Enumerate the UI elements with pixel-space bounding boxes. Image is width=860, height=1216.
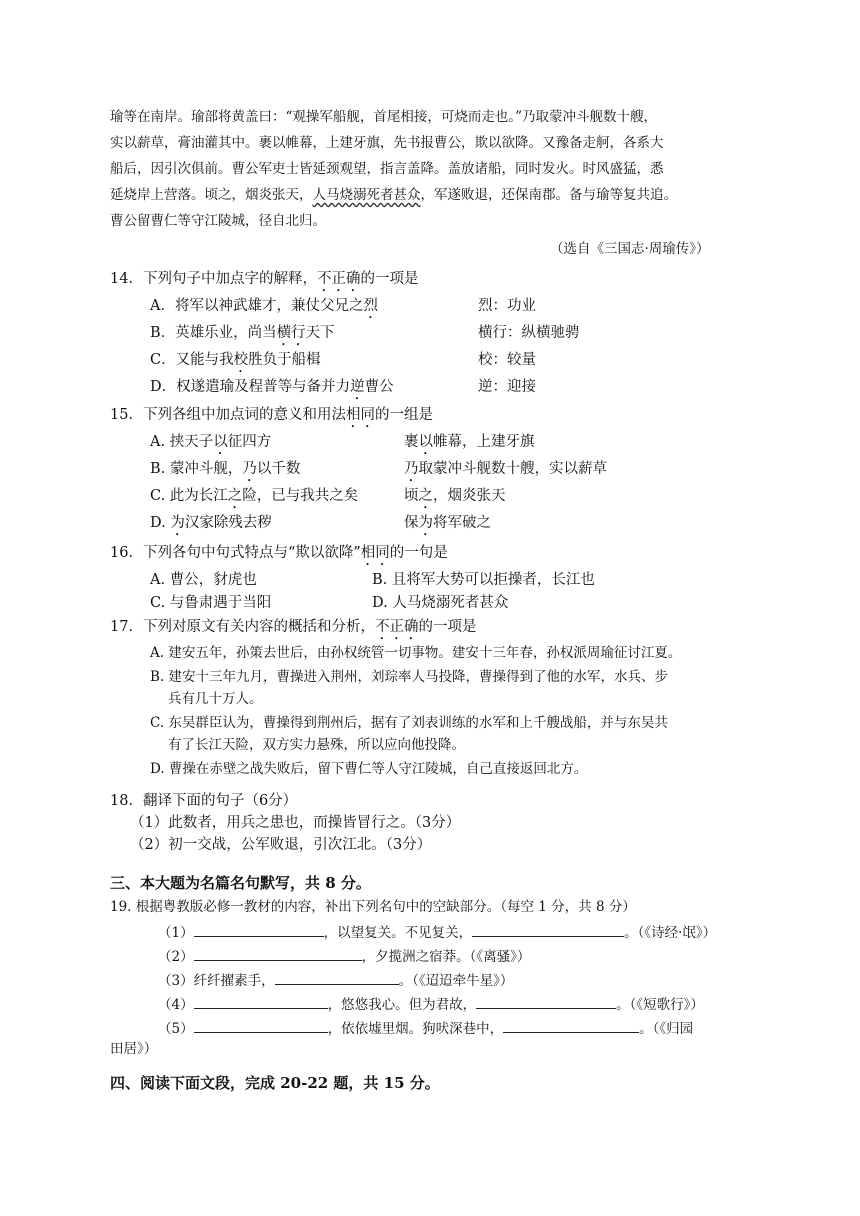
passage-line bbox=[110, 186, 677, 204]
option-text: B．英雄乐业，尚当 bbox=[150, 325, 277, 341]
blank-line bbox=[194, 994, 328, 1009]
sentence-2: （2）初一交战，公军败退，引次江北。（3分） bbox=[130, 837, 432, 853]
option-b: B. 且将军大势可以拒操者，长江也 bbox=[372, 572, 595, 588]
item-text: ，以望复关。不见复关， bbox=[323, 925, 473, 941]
question-stem bbox=[110, 618, 476, 643]
blank-line bbox=[194, 946, 362, 961]
item-text: ，悠悠我心。但为君故， bbox=[327, 997, 477, 1013]
fill-item-1 bbox=[158, 922, 716, 942]
passage-line: 瑜等在南岸。瑜部将黄盖曰：“观操军船舰，首尾相接，可烧而走也。”乃取蒙冲斗舰数十艘， bbox=[110, 109, 658, 125]
dotted-word: 之 bbox=[418, 488, 433, 504]
option-a: A. 曹公，豺虎也 bbox=[150, 572, 257, 588]
passage-source: （选自《三国志·周瑜传》） bbox=[550, 241, 710, 257]
option-c: C. 与鲁肃遇于当阳 bbox=[150, 595, 272, 611]
option-text: 帷幕，上建牙旗 bbox=[433, 434, 535, 450]
fill-item-4 bbox=[158, 994, 704, 1014]
section-title: 三、本大题为名篇名句默写，共 8 分。 bbox=[110, 874, 371, 892]
option-text: 裹 bbox=[404, 434, 419, 450]
stem-text: 17．下列对原文有关内容的概括和分析， bbox=[110, 619, 375, 635]
option-text: 险，已与我共之矣 bbox=[242, 488, 359, 504]
blank-line bbox=[275, 970, 399, 985]
fill-item-5 bbox=[158, 1018, 693, 1038]
passage-line: 实以薪草，膏油灌其中。裹以帷幕，上建牙旗，先书报曹公，欺以欲降。又豫备走舸，各系大 bbox=[110, 135, 664, 151]
question-19-stem: 19. 根据粤教版必修一教材的内容，补出下列名句中的空缺部分。（每空 1 分，共 8 分） bbox=[110, 899, 636, 915]
option-text: 汉家除残去秽 bbox=[184, 515, 272, 531]
dotted-word: 为 bbox=[170, 515, 185, 531]
stem-text: 的一句是 bbox=[389, 545, 448, 561]
fill-item-5-cont: 田居》） bbox=[110, 1041, 158, 1057]
blank-line bbox=[472, 922, 624, 937]
section-4-title: 四、阅读下面文段，完成 20-22 题，共 15 分。 bbox=[110, 1074, 440, 1092]
option-text: B. 蒙冲斗舰， bbox=[150, 461, 243, 477]
dotted-word: 横行 bbox=[276, 325, 306, 341]
emphasis-text: 不正确 bbox=[316, 271, 361, 287]
dotted-word: 以 bbox=[213, 434, 228, 450]
wavy-underlined-text: 人马烧溺死者甚众 bbox=[312, 187, 421, 203]
stem-text: 14．下列句子中加点字的解释， bbox=[110, 271, 317, 287]
option-text: D．权遂遣瑜及程普等与备并力 bbox=[150, 379, 351, 395]
dotted-word: 为 bbox=[418, 515, 433, 531]
question-stem bbox=[110, 406, 433, 431]
option-c: C. 东吴群臣认为，曹操得到荆州后，据有了刘表训练的水军和上千艘战船，并与东吴共 bbox=[150, 715, 668, 731]
option-d-left bbox=[150, 514, 272, 539]
option-a bbox=[150, 297, 378, 322]
option-d-meaning: 逆：迎接 bbox=[478, 379, 536, 395]
blank-line bbox=[194, 1018, 328, 1033]
fill-item-2 bbox=[158, 946, 530, 966]
option-b-left bbox=[150, 460, 300, 485]
item-text: （3）纤纤擢素手， bbox=[158, 973, 275, 989]
passage-line: 船后，因引次俱前。曹公军吏士皆延颈观望，指言盖降。盖放诸船，同时发火。时风盛猛，悉 bbox=[110, 161, 664, 177]
stem-text: 15．下列各组中加点词的意义和用法 bbox=[110, 407, 346, 423]
fill-item-3 bbox=[158, 970, 513, 990]
option-text: 取蒙冲斗舰数十艘，实以薪草 bbox=[418, 461, 607, 477]
emphasis-text: 相同 bbox=[360, 545, 390, 561]
blank-line bbox=[476, 994, 616, 1009]
option-b-right bbox=[404, 460, 607, 485]
item-number: （5） bbox=[158, 1021, 194, 1037]
dotted-word: 烈 bbox=[363, 298, 378, 314]
dotted-word: 以 bbox=[418, 434, 433, 450]
emphasis-text: 相同 bbox=[345, 407, 375, 423]
stem-text: 的一项是 bbox=[360, 271, 419, 287]
item-text: ，夕揽洲之宿莽。（《离骚》） bbox=[361, 949, 531, 965]
dotted-word: 校 bbox=[233, 352, 249, 368]
option-b: B. 建安十三年九月，曹操进入荆州，刘琮率人马投降，曹操得到了他的水军，水兵、步 bbox=[150, 669, 669, 685]
option-c-cont: 有了长江天险，双方实力悬殊，所以应向他投降。 bbox=[168, 737, 465, 753]
question-stem bbox=[110, 270, 418, 295]
item-number: （2） bbox=[158, 949, 194, 965]
option-d bbox=[150, 378, 394, 403]
item-text: 。（《迢迢牵牛星》） bbox=[398, 973, 514, 989]
option-a: A. 建安五年，孙策去世后，由孙权统管一切事物。建安十三年春，孙权派周瑜征讨江夏。 bbox=[150, 645, 682, 661]
option-text: 征四方 bbox=[227, 434, 272, 450]
option-text: C．又能与我 bbox=[150, 352, 234, 368]
item-text: 。（《归园 bbox=[639, 1021, 694, 1037]
option-text: 以千数 bbox=[256, 461, 301, 477]
option-c-meaning: 校：较量 bbox=[478, 352, 536, 368]
stem-text: 16．下列各句中句式特点与“欺以欲降” bbox=[110, 545, 361, 561]
option-b-meaning: 横行：纵横驰骋 bbox=[478, 325, 580, 341]
option-d: D. 曹操在赤壁之战失败后，留下曹仁等人守江陵城，自己直接返回北方。 bbox=[150, 761, 588, 777]
item-text: 。（《短歌行》） bbox=[616, 997, 704, 1013]
blank-line bbox=[503, 1018, 639, 1033]
dotted-word: 之 bbox=[227, 488, 243, 504]
option-text: 天下 bbox=[305, 325, 335, 341]
stem-text: 的一项是 bbox=[418, 619, 477, 635]
question-stem bbox=[110, 544, 448, 569]
option-a-left bbox=[150, 433, 271, 458]
blank-line bbox=[194, 922, 324, 937]
option-text: A. 挟天子 bbox=[150, 434, 214, 450]
option-text: D. bbox=[150, 515, 171, 531]
option-text: 保 bbox=[404, 515, 419, 531]
option-text: 曹公 bbox=[364, 379, 394, 395]
option-text: C. 此为长江 bbox=[150, 488, 228, 504]
stem-text: 的一组是 bbox=[374, 407, 433, 423]
passage-text: 延烧岸上营落。顷之，烟炎张天， bbox=[110, 187, 313, 203]
option-b bbox=[150, 324, 335, 349]
option-d: D. 人马烧溺死者甚众 bbox=[372, 595, 509, 611]
item-number: （4） bbox=[158, 997, 194, 1013]
option-c bbox=[150, 351, 321, 376]
dotted-word: 逆 bbox=[350, 379, 365, 395]
item-text: ，依依墟里烟。狗吠深巷中， bbox=[327, 1021, 504, 1037]
sentence-1: （1）此数者，用兵之患也，而操皆冒行之。（3分） bbox=[130, 815, 461, 831]
option-text: A．将军以神武雄才，兼仗父兄之 bbox=[150, 298, 364, 314]
option-text: 将军破之 bbox=[433, 515, 491, 531]
option-text: 胜负于船楫 bbox=[248, 352, 321, 368]
option-b-cont: 兵有几十万人。 bbox=[168, 691, 263, 707]
emphasis-text: 不正确 bbox=[374, 619, 419, 635]
item-text: 。（《诗经·氓》） bbox=[624, 925, 717, 941]
option-c-right bbox=[404, 487, 506, 512]
passage-line: 曹公留曹仁等守江陵城，径自北归。 bbox=[110, 213, 326, 229]
option-c-left bbox=[150, 487, 358, 512]
option-text: ，烟炎张天 bbox=[433, 488, 506, 504]
option-d-right bbox=[404, 514, 491, 539]
question-stem: 18．翻译下面的句子（6分） bbox=[110, 793, 298, 809]
dotted-word: 乃 bbox=[242, 461, 257, 477]
dotted-word: 乃 bbox=[404, 461, 419, 477]
option-text: 顷 bbox=[404, 488, 419, 504]
passage-text: ，军遂败退，还保南郡。备与瑜等复共追。 bbox=[420, 187, 677, 203]
item-number: （1） bbox=[158, 925, 194, 941]
option-a-right bbox=[404, 433, 535, 458]
option-a-meaning: 烈：功业 bbox=[478, 298, 536, 314]
